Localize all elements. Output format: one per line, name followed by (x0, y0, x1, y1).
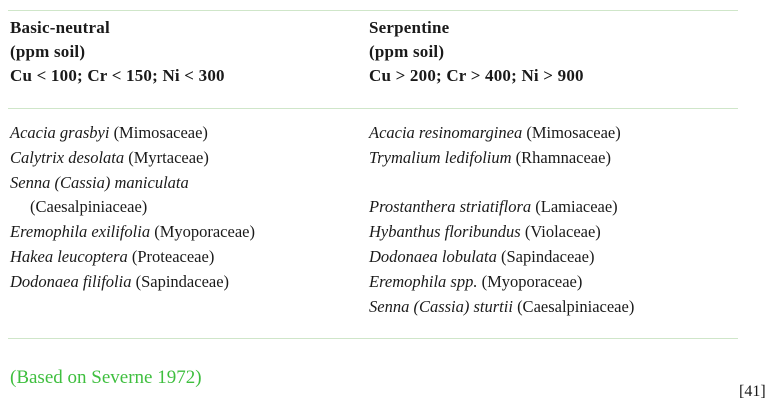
species-entry (10, 245, 255, 270)
species-name: Acacia resinomarginea (369, 123, 523, 142)
species-name: Acacia grasbyi (10, 123, 110, 142)
header-serpentine (369, 16, 584, 88)
species-entry (10, 195, 255, 220)
family-name: (Lamiaceae) (531, 197, 618, 217)
family-name: (Caesalpiniaceae) (512, 296, 635, 316)
species-name: Senna (Cassia) sturtii (369, 296, 513, 316)
species-entry (369, 270, 634, 295)
header-line: (ppm soil) (10, 42, 86, 61)
species-name: Senna (Cassia) maniculata (10, 172, 189, 192)
species-list-basic-neutral (10, 121, 255, 295)
family-name: (Myrtaceae) (124, 147, 209, 167)
family-name: (Rhamnaceae) (511, 147, 611, 167)
family-name: (Myoporaceae) (477, 271, 583, 291)
species-entry (369, 195, 634, 220)
species-list-serpentine (369, 121, 634, 319)
header-rule (8, 108, 738, 109)
species-name: Hakea leucoptera (10, 246, 128, 266)
species-name: Eremophila spp. (369, 271, 478, 291)
species-name: Trymalium ledifolium (369, 147, 512, 167)
species-name: Eremophila exilifolia (10, 222, 151, 242)
header-line: Serpentine (369, 18, 450, 37)
header-line: (ppm soil) (369, 42, 445, 61)
family-name: (Sapindaceae) (496, 246, 595, 266)
species-entry (369, 245, 634, 270)
family-name: (Mimosaceae) (109, 123, 208, 142)
family-name: (Caesalpiniaceae) (30, 197, 148, 217)
species-entry (10, 146, 255, 171)
species-entry (369, 171, 634, 196)
species-name: Dodonaea lobulata (369, 246, 497, 266)
header-line: Cu < 100; Cr < 150; Ni < 300 (10, 66, 225, 85)
family-name: (Sapindaceae) (131, 271, 230, 291)
species-name: Hybanthus floribundus (369, 222, 521, 242)
species-entry (369, 295, 634, 320)
species-entry (10, 220, 255, 245)
species-entry (10, 171, 255, 196)
species-name: Calytrix desolata (10, 147, 125, 167)
species-entry (10, 270, 255, 295)
reference-number: [41] (739, 383, 766, 400)
family-name: (Violaceae) (520, 222, 601, 242)
species-entry (10, 121, 255, 146)
species-entry (369, 220, 634, 245)
family-name: (Myoporaceae) (150, 222, 255, 242)
family-name: (Mimosaceae) (522, 123, 621, 142)
family-name: (Proteaceae) (127, 246, 215, 266)
species-name: Dodonaea filifolia (10, 271, 132, 291)
species-entry (369, 146, 634, 171)
header-line: Basic-neutral (10, 18, 110, 37)
species-entry (369, 121, 634, 146)
source-note: (Based on Severne 1972) (10, 367, 202, 388)
header-basic-neutral (10, 16, 225, 88)
top-rule (8, 10, 738, 11)
header-line: Cu > 200; Cr > 400; Ni > 900 (369, 66, 584, 85)
species-name: Prostanthera striatiflora (369, 197, 532, 217)
bottom-rule (8, 338, 738, 339)
